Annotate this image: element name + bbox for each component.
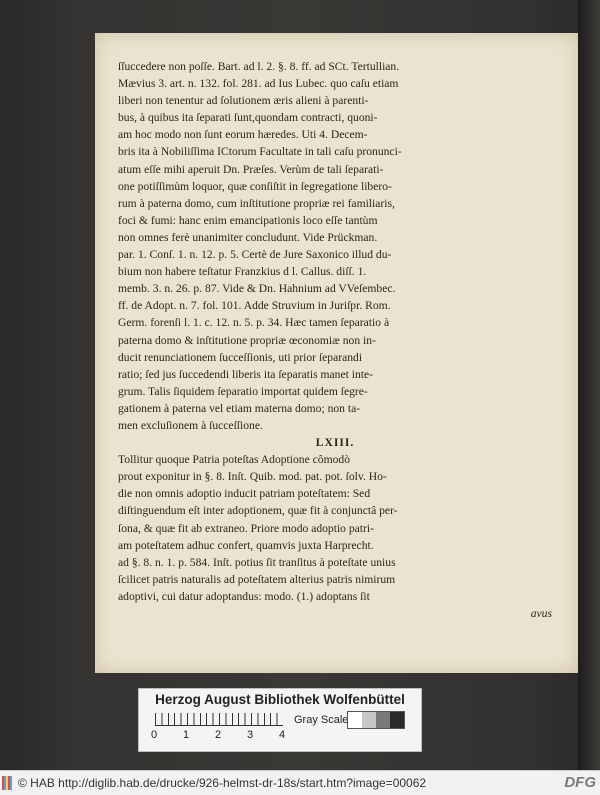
text-line: rum à paterna domo, cum inſtitutione propriæ rei familiaris, <box>118 196 395 210</box>
text-line: ratio; ſed jus ſuccedendi liberis ita ſeparatis manet inte- <box>118 367 373 381</box>
text-line: liberi non tenentur ad ſolutionem æris alieni à parenti- <box>118 94 369 108</box>
text-line: ſſuccedere non poſſe. Bart. ad l. 2. §. 8. ff. ad SCt. Tertullian. <box>118 60 400 73</box>
text-line: adoptivi, cui datur adoptandus: modo. (1.) adoptans ſit <box>118 589 370 603</box>
text-line: ſcilicet patris naturalis ad poteſtatem alterius patris nimirum <box>118 572 396 586</box>
text-line: prout exponitur in §. 8. Inſt. Quib. mod. pat. pot. ſolv. Ho- <box>118 470 387 484</box>
ruler-number: 1 <box>183 729 190 741</box>
ruler-number: 3 <box>247 729 254 741</box>
text-line: diſtinguendum eſt inter adoptionem, quæ fit à conjunctâ per- <box>118 504 398 518</box>
text-line: men excluſionem à ſucceſſione. <box>118 418 263 432</box>
text-line: gationem à paterna vel etiam materna domo; non ta- <box>118 401 361 415</box>
text-line: non omnes ferè unanimiter concludunt. Vide Prückman. <box>118 230 378 244</box>
ruler-number: 0 <box>151 729 158 741</box>
gray-swatch <box>376 712 390 728</box>
page-text <box>118 58 552 622</box>
scale-ruler <box>155 713 283 726</box>
text-line: die non omnis adoptio inducit patriam poteſtatem: Sed <box>118 487 371 501</box>
dfg-logo: DFG <box>564 774 596 791</box>
text-line: Germ. forenſi l. 1. c. 12. n. 5. p. 34. Hæc tamen ſeparatio à <box>118 316 390 330</box>
text-line: foci & fumi: hanc enim emancipationis loco eſſe tantùm <box>118 213 378 227</box>
color-strip-icon <box>2 776 12 790</box>
gray-swatch <box>390 712 404 728</box>
copyright-url[interactable]: © HAB http://diglib.hab.de/drucke/926-helmst-dr-18s/start.htm?image=00062 <box>18 776 427 790</box>
text-line: bus, à quibus ita ſeparati ſunt,quondam contracti, quoni- <box>118 111 378 125</box>
text-line: one potiſſimùm loquor, quæ conſiſtit in ſegregatione libero- <box>118 179 392 193</box>
viewer-footer <box>0 770 600 795</box>
catchword: avus <box>530 607 552 620</box>
library-label-card <box>138 688 422 752</box>
gray-scale-label: Gray Scale <box>294 714 349 726</box>
text-line: paterna domo & inſtitutione propriæ œconomiæ non in- <box>118 333 376 347</box>
text-line: Mævius 3. art. n. 132. fol. 281. ad Ius Lubec. quo caſu etiam <box>118 77 399 91</box>
text-line: Tollitur quoque Patria poteſtas Adoptione cômodò <box>118 453 350 467</box>
gray-swatch <box>362 712 376 728</box>
ruler-number: 4 <box>279 729 286 741</box>
gray-scale-swatches <box>347 711 405 729</box>
text-line: am hoc modo non ſunt eorum hæredes. Uti 4. Decem- <box>118 128 368 142</box>
text-line: ad §. 8. n. 1. p. 584. Inſt. potius ſit tranſitus à poteſtate unius <box>118 555 396 569</box>
text-line: ſona, & quæ fit ab extraneo. Priore modo adoptio patri- <box>118 521 374 535</box>
text-line: memb. 3. n. 26. p. 87. Vide & Dn. Hahnium ad VVeſembec. <box>118 282 396 296</box>
ruler-numbers <box>151 729 301 745</box>
text-line: grum. Talis ſiquidem ſeparatio importat quidem ſegre- <box>118 384 368 398</box>
section-heading: LXIII. <box>315 436 355 450</box>
book-edge <box>578 0 600 770</box>
text-line: bris ita à Nobiliſſima ICtorum Facultate in tali caſu pronunci- <box>118 145 402 159</box>
text-line: ducit renunciationem ſucceſſionis, uti prior ſeparandi <box>118 350 363 364</box>
text-line: par. 1. Conſ. 1. n. 12. p. 5. Certè de Jure Saxonico illud du- <box>118 248 392 262</box>
text-line: atum eſſe mihi aperuit Dn. Præſes. Verùm de tali ſeparati- <box>118 162 384 176</box>
text-line: ff. de Adopt. n. 7. fol. 101. Adde Struvium in Juriſpr. Rom. <box>118 299 391 313</box>
text-line: bium non habere teſtatur Franzkius d l. Callus. diſſ. 1. <box>118 265 367 279</box>
library-name: Herzog August Bibliothek Wolfenbüttel <box>155 692 405 707</box>
text-line: am poteſtatem adhuc confert, quamvis juxta Harprecht. <box>118 538 374 552</box>
ruler-number: 2 <box>215 729 222 741</box>
gray-swatch <box>348 712 362 728</box>
